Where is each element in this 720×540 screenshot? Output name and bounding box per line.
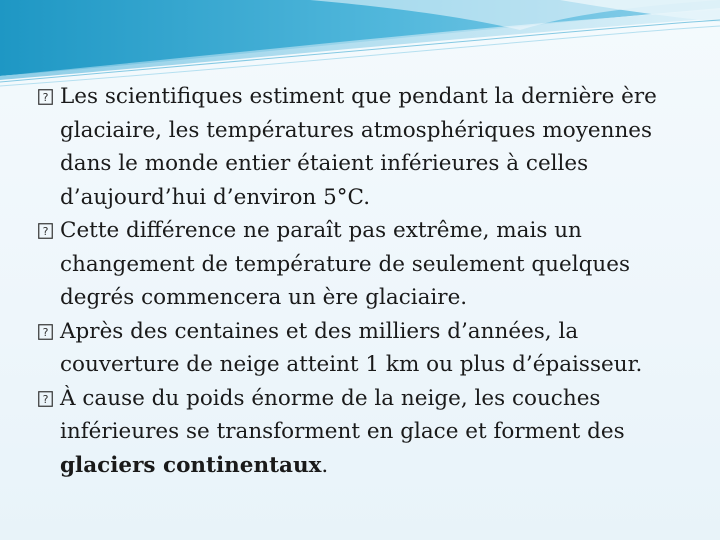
bullet-item	[36, 214, 696, 315]
svg-text:?: ?	[42, 91, 49, 104]
svg-text:?: ?	[42, 392, 49, 406]
svg-text:?: ?	[42, 325, 49, 339]
bullet-list	[36, 80, 696, 482]
missing-glyph-icon	[38, 391, 53, 407]
bullet-text: Cette différence ne paraît pas extrême, mais un changement de température de seulement quelques degrés commencera un ère glaciaire.	[60, 218, 630, 310]
missing-glyph-icon	[38, 89, 53, 105]
bullet-text: Après des centaines et des milliers d’années, la couverture de neige atteint 1 km ou plus d’épaisseur.	[60, 318, 643, 377]
bullet-text-bold: glaciers continentaux	[60, 452, 322, 478]
bullet-text: Les scientifiques estiment que pendant la dernière ère glaciaire, les températures atmosphériques moyennes dans le monde entier étaient inférieures à celles d’aujourd’hui d’environ 5°C.	[60, 84, 657, 210]
wave-header-decoration	[0, 0, 720, 90]
missing-glyph-icon	[38, 223, 53, 239]
bullet-item	[36, 315, 696, 382]
bullet-text-after: .	[321, 452, 329, 478]
svg-text:?: ?	[42, 225, 49, 238]
missing-glyph-icon	[38, 324, 53, 340]
bullet-item	[36, 80, 696, 214]
bullet-item	[36, 382, 696, 483]
bullet-text-before: À cause du poids énorme de la neige, les couches inférieures se transforment en glace et forment des	[60, 385, 625, 444]
